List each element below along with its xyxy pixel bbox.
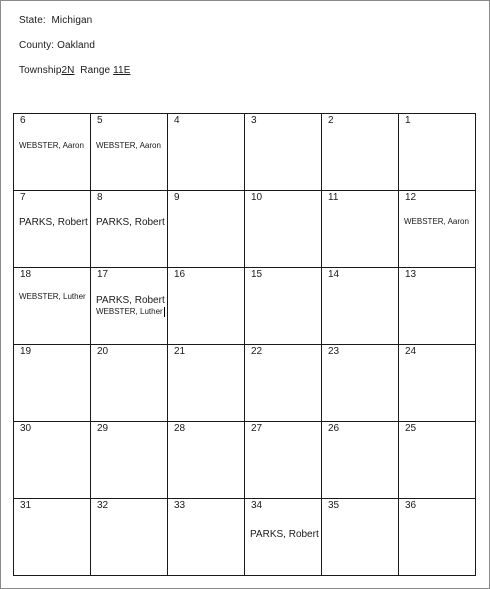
section-cell[interactable] — [322, 114, 399, 191]
state-value[interactable]: Michigan — [51, 15, 93, 26]
section-number: 22 — [251, 346, 263, 357]
section-cell[interactable] — [245, 114, 322, 191]
section-number: 9 — [174, 192, 180, 203]
township-range-line — [19, 65, 130, 76]
section-cell[interactable] — [168, 114, 245, 191]
section-cell[interactable] — [14, 114, 91, 191]
section-cell[interactable] — [91, 268, 168, 345]
state-line — [19, 15, 92, 26]
section-cell[interactable] — [168, 345, 245, 422]
section-cell[interactable] — [245, 422, 322, 499]
landowner-list — [404, 217, 473, 227]
section-number: 11 — [328, 192, 339, 203]
section-number: 27 — [251, 423, 263, 434]
section-cell[interactable] — [168, 499, 245, 576]
section-cell[interactable] — [322, 422, 399, 499]
landowner-name: WEBSTER, Luther — [19, 292, 86, 301]
section-number: 30 — [20, 423, 32, 434]
landowner-name: PARKS, Robert — [250, 529, 319, 540]
section-number: 29 — [97, 423, 109, 434]
landowner-name: WEBSTER, Luther — [96, 307, 163, 317]
grid-row — [14, 422, 476, 499]
section-number: 16 — [174, 269, 186, 280]
section-number: 1 — [405, 115, 411, 126]
county-label: County: — [19, 40, 55, 51]
section-number: 4 — [174, 115, 180, 126]
landowner-list — [96, 295, 165, 317]
section-cell[interactable] — [245, 268, 322, 345]
section-number: 35 — [328, 500, 340, 511]
landowner-name: WEBSTER, Aaron — [19, 141, 84, 150]
section-number: 34 — [251, 500, 263, 511]
section-cell[interactable] — [245, 345, 322, 422]
section-cell[interactable] — [168, 268, 245, 345]
section-cell[interactable] — [14, 191, 91, 268]
section-number: 21 — [174, 346, 186, 357]
section-cell[interactable] — [322, 191, 399, 268]
section-number: 3 — [251, 115, 257, 126]
section-number: 31 — [20, 500, 32, 511]
section-cell[interactable] — [14, 345, 91, 422]
section-number: 7 — [20, 192, 26, 203]
landowner-list — [250, 529, 319, 541]
section-number: 13 — [405, 269, 417, 280]
section-number: 25 — [405, 423, 417, 434]
section-number: 20 — [97, 346, 109, 357]
section-cell[interactable] — [91, 345, 168, 422]
section-cell[interactable] — [322, 499, 399, 576]
section-cell[interactable] — [14, 422, 91, 499]
section-number: 32 — [97, 500, 109, 511]
section-cell[interactable] — [399, 345, 476, 422]
landowner-list — [19, 141, 88, 151]
landowner-list — [19, 217, 88, 229]
section-cell[interactable] — [91, 191, 168, 268]
section-cell[interactable] — [399, 268, 476, 345]
section-number: 23 — [328, 346, 340, 357]
section-number: 19 — [20, 346, 32, 357]
section-cell[interactable] — [168, 191, 245, 268]
section-cell[interactable] — [91, 114, 168, 191]
section-number: 2 — [328, 115, 334, 126]
grid-row — [14, 114, 476, 191]
section-number: 10 — [251, 192, 263, 203]
section-number: 12 — [405, 192, 417, 203]
section-cell[interactable] — [91, 499, 168, 576]
section-cell[interactable] — [322, 345, 399, 422]
section-number: 8 — [97, 192, 103, 203]
section-number: 14 — [328, 269, 340, 280]
landowner-name: PARKS, Robert — [19, 217, 88, 228]
section-cell[interactable] — [14, 499, 91, 576]
section-number: 28 — [174, 423, 186, 434]
section-number: 33 — [174, 500, 186, 511]
township-label: Township — [19, 65, 62, 76]
county-line — [19, 40, 95, 51]
landowner-list — [96, 141, 165, 151]
landowner-list — [96, 217, 165, 229]
landowner-name: PARKS, Robert — [96, 217, 165, 228]
landowner-name: WEBSTER, Aaron — [404, 217, 469, 226]
state-label: State: — [19, 15, 46, 26]
section-cell[interactable] — [399, 499, 476, 576]
section-cell[interactable] — [399, 114, 476, 191]
township-section-grid — [13, 113, 476, 576]
section-number: 26 — [328, 423, 340, 434]
landowner-list — [19, 292, 88, 302]
section-number: 5 — [97, 115, 103, 126]
grid-row — [14, 345, 476, 422]
section-number: 15 — [251, 269, 263, 280]
grid-row — [14, 191, 476, 268]
section-number: 36 — [405, 500, 417, 511]
section-cell[interactable] — [14, 268, 91, 345]
section-number: 17 — [97, 269, 109, 280]
section-cell[interactable] — [245, 191, 322, 268]
landowner-name: PARKS, Robert — [96, 295, 165, 306]
section-cell[interactable] — [322, 268, 399, 345]
section-cell[interactable] — [399, 422, 476, 499]
section-number: 18 — [20, 269, 32, 280]
text-cursor — [164, 307, 165, 317]
section-number: 6 — [20, 115, 26, 126]
grid-row — [14, 268, 476, 345]
township-value[interactable]: 2N — [61, 65, 75, 76]
range-value[interactable]: 11E — [113, 65, 131, 76]
grid-row — [14, 499, 476, 576]
section-cell[interactable] — [168, 422, 245, 499]
range-label: Range — [80, 65, 111, 76]
section-number: 24 — [405, 346, 417, 357]
county-value[interactable]: Oakland — [57, 40, 96, 51]
landowner-name: WEBSTER, Aaron — [96, 141, 161, 150]
section-cell[interactable] — [91, 422, 168, 499]
section-cell[interactable] — [245, 499, 322, 576]
section-cell[interactable] — [399, 191, 476, 268]
